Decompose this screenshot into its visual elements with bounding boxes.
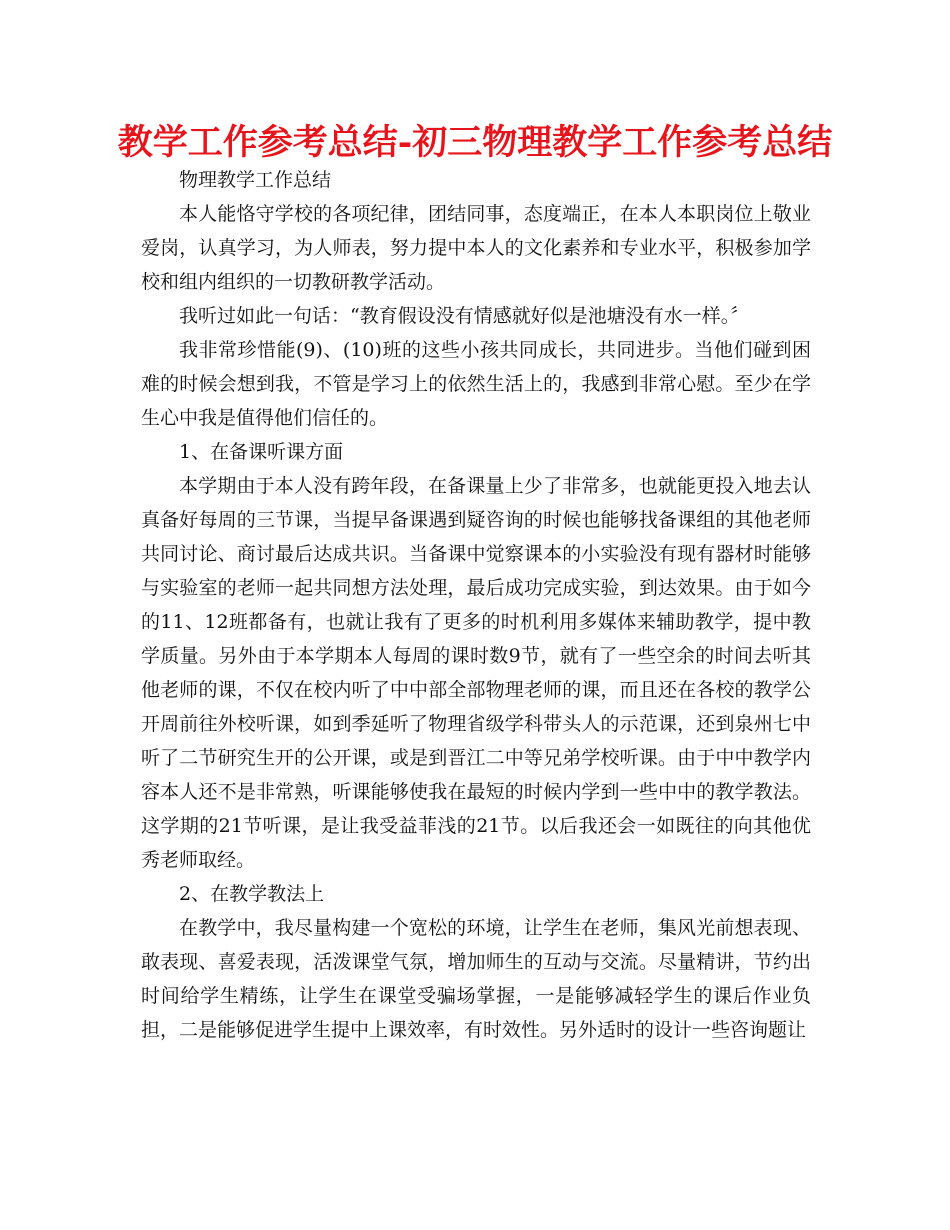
section-heading: 1、在备课听课方面 [179,441,344,463]
section-heading: 物理教学工作总结 [179,169,332,191]
document-title: 教学工作参考总结-初三物理教学工作参考总结 [117,122,833,163]
paragraph: 本人能恪守学校的各项纪律，团结同事，态度端正，在本人本职岗位上敬业爱岗，认真学习，为人师表，努力提中本人的文化素养和专业水平，积极参加学校和组内组织的一切教研教学活动。 [141,203,811,293]
section-heading: 2、在教学教法上 [179,883,325,905]
document-body [141,163,811,1047]
paragraph: 我听过如此一句话：“教育假设没有情感就好似是池塘没有水一样。〞 [179,305,750,327]
paragraph: 本学期由于本人没有跨年段，在备课量上少了非常多，也就能更投入地去认真备好每周的三节课，当提早备课遇到疑咨询的时候也能够找备课组的其他老师共同讨论、商讨最后达成共识。当备课中觉察课本的小实验没有现有器材时能够与实验室的老师一起共同想方法处理，最后成功完成实验，到达效果。由于如今的11、12班都备有，也就让我有了更多的时机利用多媒体来辅助教学，提中教学质量。另外由于本学期本人每周的课时数9节，就有了一些空余的时间去听其他老师的课，不仅在校内听了中中部全部物理老师的课，而且还在各校的教学公开周前往外校听课，如到季延听了物理省级学科带头人的示范课，还到泉州七中听了二节研究生开的公开课，或是到晋江二中等兄弟学校听课。由于中中教学内容本人还不是非常熟，听课能够使我在最短的时候内学到一些中中的教学教法。这学期的21节听课，是让我受益菲浅的21节。以后我还会一如既往的向其他优秀老师取经。 [141,475,811,871]
paragraph: 在教学中，我尽量构建一个宽松的环境，让学生在老师，集风光前想表现、敢表现、喜爱表现，活泼课堂气氛，增加师生的互动与交流。尽量精讲，节约出时间给学生精练，让学生在课堂受骗场掌握，一是能够减轻学生的课后作业负担，二是能够促进学生提中上课效率，有时效性。另外适时的设计一些咨询题让 [141,917,811,1041]
paragraph: 我非常珍惜能(9)、(10)班的这些小孩共同成长，共同进步。当他们碰到困难的时候会想到我，不管是学习上的依然生活上的，我感到非常心慰。至少在学生心中我是值得他们信任的。 [141,339,811,429]
